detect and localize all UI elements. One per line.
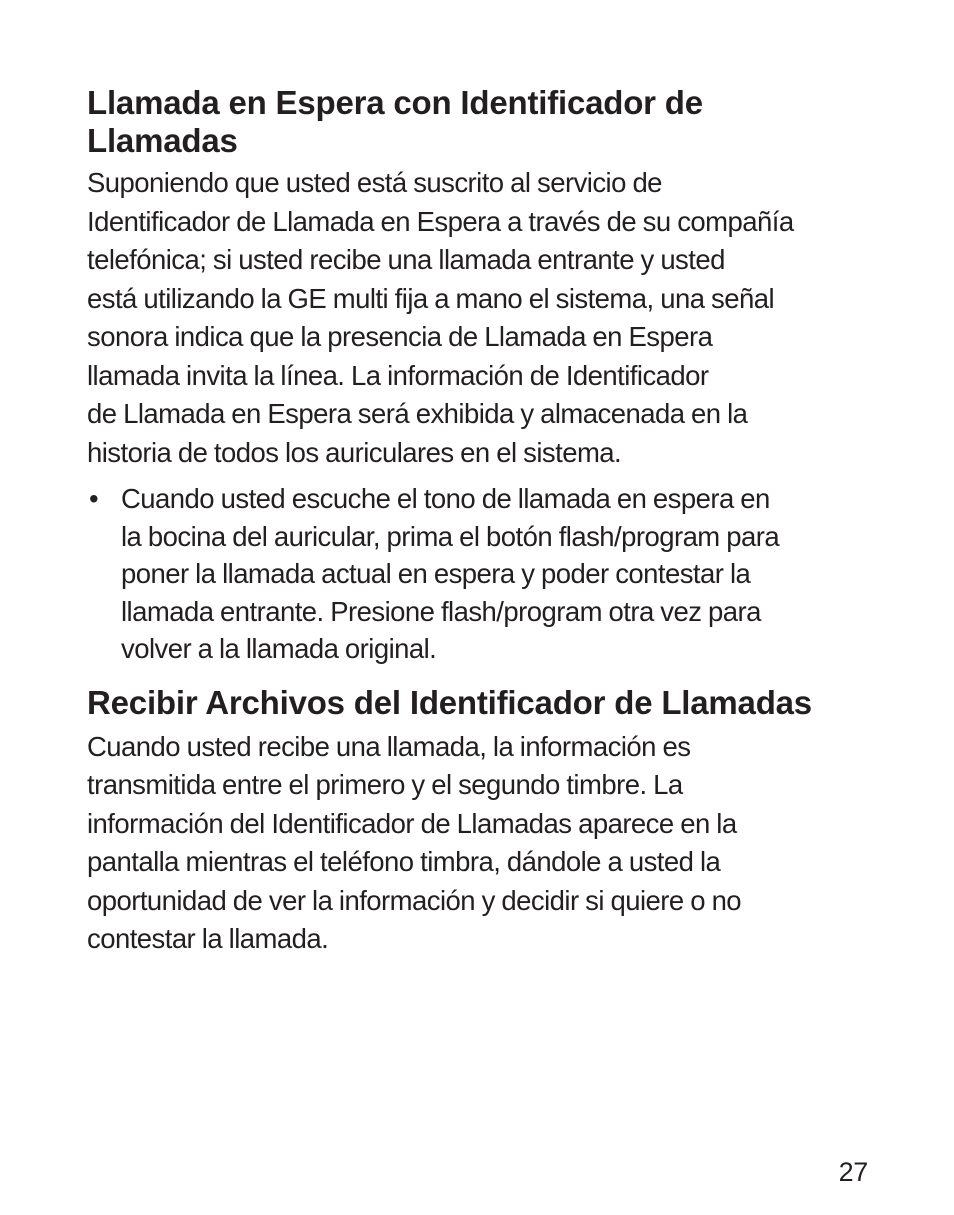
section-paragraph-receive-caller-id <box>87 728 877 959</box>
section-heading-call-waiting-caller-id: Llamada en Espera con Identificador de Llamadas <box>87 84 703 159</box>
paragraph-line: historia de todos los auriculares en el sistema. <box>87 436 622 468</box>
list-item-line: la bocina del auricular, prima el botón flash/program para <box>121 520 780 552</box>
paragraph-line: llamada invita la línea. La información de Identificador <box>87 359 709 391</box>
list-item <box>87 480 877 668</box>
instruction-list <box>87 480 877 668</box>
list-item-line: poner la llamada actual en espera y poder contestar la <box>121 558 751 589</box>
paragraph-line: información del Identificador de Llamadas aparece en la <box>87 807 737 839</box>
paragraph-line: transmitida entre el primero y el segundo timbre. La <box>87 769 683 800</box>
paragraph-line: de Llamada en Espera será exhibida y almacenada en la <box>87 398 748 429</box>
paragraph-line: sonora indica que la presencia de Llamada en Espera <box>87 321 713 352</box>
manual-page <box>87 84 877 959</box>
paragraph-line: telefónica; si usted recibe una llamada entrante y usted <box>87 244 725 275</box>
paragraph-line: contestar la llamada. <box>87 923 329 954</box>
list-item-line: volver a la llamada original. <box>121 633 437 664</box>
bullet-marker: • <box>89 483 99 514</box>
list-item-line: Cuando usted escuche el tono de llamada en espera en <box>121 483 770 514</box>
list-item-line: llamada entrante. Presione flash/program otra vez para <box>121 595 761 627</box>
paragraph-line: está utilizando la GE multi fija a mano el sistema, una señal <box>87 282 775 314</box>
paragraph-line: Suponiendo que usted está suscrito al servicio de <box>87 167 662 198</box>
paragraph-line: Identificador de Llamada en Espera a través de su compañía <box>87 205 794 237</box>
section-paragraph-call-waiting <box>87 164 877 472</box>
paragraph-line: Cuando usted recibe una llamada, la información es <box>87 730 691 762</box>
paragraph-line: oportunidad de ver la información y decidir si quiere o no <box>87 884 742 916</box>
paragraph-line: pantalla mientras el teléfono timbra, dándole a usted la <box>87 846 721 877</box>
page-number: 27 <box>838 1157 868 1187</box>
section-heading-receive-caller-id: Recibir Archivos del Identificador de Llamadas <box>87 683 812 721</box>
